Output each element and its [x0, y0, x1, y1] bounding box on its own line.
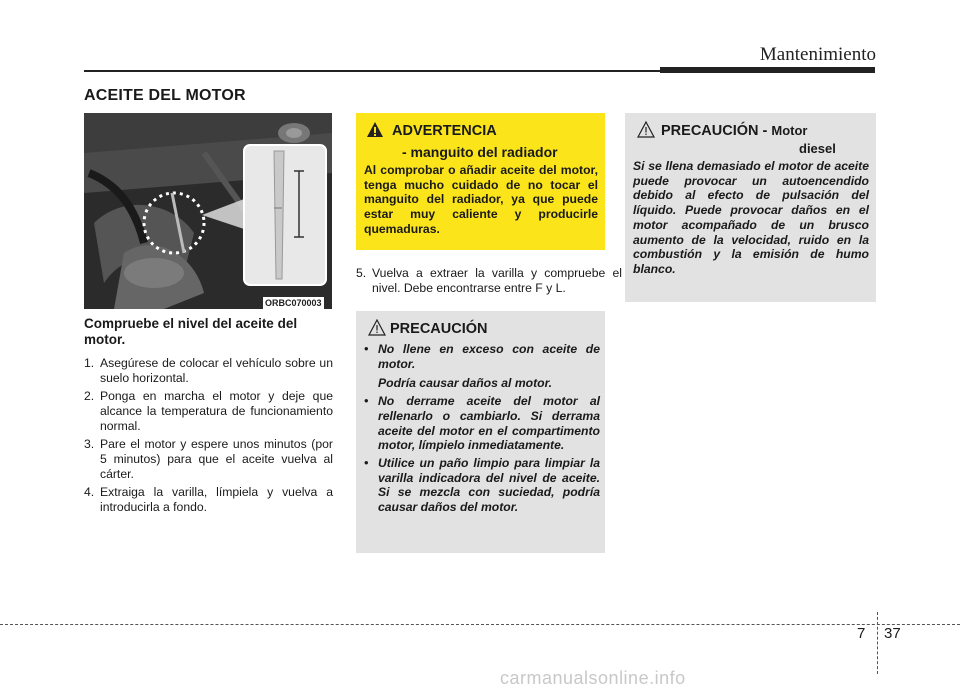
caution-item	[364, 456, 600, 515]
step-text: Asegúrese de colocar el vehículo sobre un suelo horizontal.	[100, 356, 333, 385]
diesel-caution-title	[661, 122, 807, 140]
check-oil-heading: Compruebe el nivel del aceite del motor.	[84, 316, 298, 347]
caution-list	[364, 342, 600, 515]
step-number: 4.	[84, 485, 95, 499]
check-oil-section	[84, 316, 333, 518]
caution-item-text: No derrame aceite del motor al rellenarlo o cambiarlo. Si derrama aceite del motor en el compartimento motor, límpielo inmediatamente.	[378, 394, 600, 453]
step-text: Pare el motor y espere unos minutos (por 5 minutos) para que el aceite vuelva al cárter.	[100, 437, 333, 481]
step-number: 1.	[84, 356, 95, 370]
step-text: Ponga en marcha el motor y deje que alcance la temperatura de funcionamiento normal.	[100, 389, 333, 433]
diesel-caution-title-main: PRECAUCIÓN -	[661, 123, 768, 139]
caution-item	[364, 394, 600, 453]
step-item	[84, 389, 333, 434]
step-item	[84, 356, 333, 386]
step-item	[356, 266, 622, 296]
caution-item-text: No llene en exceso con aceite de motor.	[378, 342, 600, 371]
header-rule-accent	[660, 67, 875, 73]
warning-subtitle: - manguito del radiador	[402, 144, 558, 160]
footer-divider	[877, 612, 878, 674]
caution-item-extra: Podría causar daños al motor.	[378, 376, 553, 391]
warning-text: Al comprobar o añadir aceite del motor, tenga mucho cuidado de no tocar el manguito del radiador, ya que puede estar muy caliente y producirle quemaduras.	[364, 163, 598, 236]
chapter-number: 7	[857, 625, 866, 642]
caution-triangle-icon	[368, 319, 386, 341]
caution-title: PRECAUCIÓN	[390, 321, 488, 337]
step-text: Extraiga la varilla, límpiela y vuelva a introducirla a fondo.	[100, 485, 333, 514]
step-item	[84, 485, 333, 515]
step-text: Vuelva a extraer la varilla y compruebe el nivel. Debe encontrarse entre F y L.	[372, 266, 622, 295]
page-number: 37	[884, 625, 901, 642]
warning-title: ADVERTENCIA	[392, 123, 497, 139]
caution-box	[356, 311, 605, 553]
diesel-caution-text: Si se llena demasiado el motor de aceite puede provocar un autoencendido debido al efecto de pulsación del líquido. Puede provocar daños en el motor acompañado de un brusco aumento de la velocidad, ruido en la combustión y la emisión de humo blanco.	[633, 159, 869, 276]
diesel-caution-box	[625, 113, 876, 302]
step-number: 5.	[356, 266, 367, 280]
header-title: Mantenimiento	[759, 44, 876, 65]
engine-photo-illustration	[84, 113, 332, 309]
diesel-caution-title-suffix: Motor	[771, 123, 808, 138]
section-title: ACEITE DEL MOTOR	[84, 87, 246, 104]
step-item	[84, 437, 333, 482]
bullet: •	[364, 342, 369, 356]
figure-code: ORBC070003	[265, 298, 322, 308]
warning-box	[356, 113, 605, 250]
engine-photo	[84, 113, 332, 309]
watermark: carmanualsonline.info	[500, 668, 686, 688]
caution-item	[364, 342, 600, 391]
footer-rule	[0, 624, 960, 625]
diesel-caution-title-suffix-2: diesel	[799, 141, 836, 156]
bullet: •	[364, 394, 369, 409]
step-number: 3.	[84, 437, 95, 451]
caution-item-text: Utilice un paño limpio para limpiar la varilla indicadora del nivel de aceite. Si se mezcla con suciedad, podría causar daños del motor.	[378, 455, 600, 515]
warning-triangle-icon	[366, 121, 384, 143]
bullet: •	[364, 455, 369, 470]
caution-triangle-icon	[637, 121, 655, 143]
step-number: 2.	[84, 389, 95, 403]
